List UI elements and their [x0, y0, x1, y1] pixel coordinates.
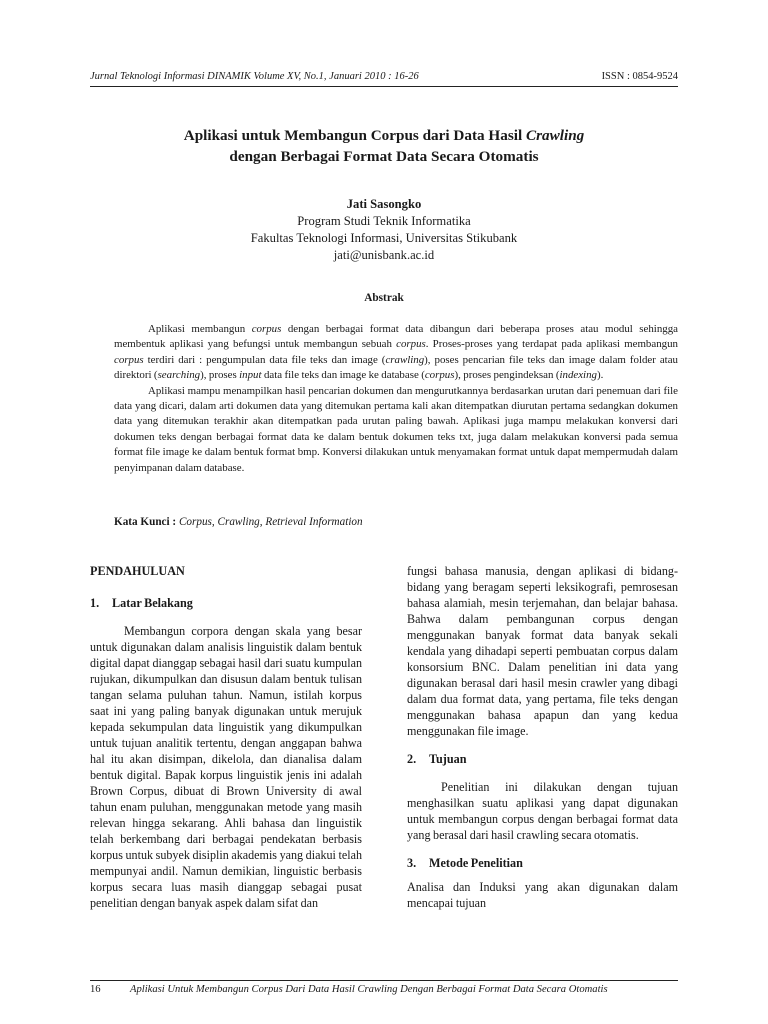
author-name: Jati Sasongko: [346, 197, 422, 211]
keywords: [114, 515, 678, 530]
title-italic-term: Crawling: [525, 127, 585, 144]
author-block: [90, 196, 678, 264]
title-line-1: Aplikasi untuk Membangun Corpus dari Data Hasil Crawling: [183, 127, 585, 144]
page-number: 16: [90, 984, 101, 995]
author-email: jati@unisbank.ac.id: [333, 248, 435, 262]
abstract-heading: Abstrak: [364, 292, 404, 304]
subsection-heading-3: 3. Metode Penelitian: [407, 856, 523, 870]
header-rule: [90, 86, 678, 87]
running-header: [90, 70, 678, 84]
paragraph-metode: Analisa dan Induksi yang akan digunakan dalam mencapai tujuan: [407, 880, 678, 910]
paragraph-latar-belakang: Membangun corpora dengan skala yang besar untuk digunakan dalam analisis linguistik dalam bentuk digital dapat dianggap sebagai hasil dari suatu kumpulan rujukan, dikumpulkan dan disusun dalam bentuk tulisan tangan selama puluhan tahun. Namun, istilah korpus saat ini yang paling banyak digunakan untuk merujuk kepada sekumpulan data linguistik yang dikumpulkan untuk tujuan analitik tertentu, dengan anggapan bahwa hal itu akan disimpan, dikelola, dan dianalisa dalam bentuk digital. Bapak korpus linguistik jenis ini adalah Brown Corpus, dibuat di Brown University di awal tahun enam puluhan, menggunakan metode yang masih relevan hingga sekarang. Ahli bahasa dan linguistik telah berkembang dari berbagai pendekatan berbasis korpus untuk subyek disiplin akademis yang diakui telah mempunyai andil. Namun demikian, linguistic berbasis korpus secara luas masih dianggap sebagai pusat penelitian dengan banyak aspek dalam sifat dan: [90, 624, 362, 910]
paper-title: [90, 125, 678, 167]
paragraph-tujuan: Penelitian ini dilakukan dengan tujuan menghasilkan suatu aplikasi yang dapat digunakan untuk membangun corpus dengan berbagai format data yang berasal dari hasil crawling secara otomatis.: [407, 780, 678, 842]
affiliation-program: Program Studi Teknik Informatika: [297, 214, 471, 228]
journal-citation: Jurnal Teknologi Informasi DINAMIK Volume XV, No.1, Januari 2010 : 16-26: [90, 71, 419, 82]
abstract-paragraph-1: Aplikasi membangun corpus dengan berbagai format data dibangun dari beberapa proses atau modul sehingga membentuk aplikasi yang befungsi untuk membangun sebuah corpus. Proses-proses yang terdapat pada aplikasi membangun corpus terdiri dari : pengumpulan data file teks dan image (crawling), poses pencarian file teks dan image dalam folder atau direktori (searching), proses input data file teks dan image ke database (corpus), proses pengindeksan (indexing).: [114, 323, 678, 382]
title-line-2: dengan Berbagai Format Data Secara Otomatis: [229, 148, 539, 165]
section-heading: PENDAHULUAN: [90, 564, 185, 578]
left-column: [90, 563, 362, 911]
subsection-heading-1: 1. Latar Belakang: [90, 596, 193, 610]
issn: ISSN : 0854-9524: [601, 71, 678, 82]
abstract-paragraph-2: Aplikasi mampu menampilkan hasil pencarian dokumen dan mengurutkannya berdasarkan urutan dari penemuan dari file data yang dicari, dalam arti dokumen data yang ditemukan pertama kali akan ditempatkan diurutan pertama sedangkan dokumen data yang ditemukan terakhir akan ditempatkan pada urutan paling bawah. Aplikasi juga mampu melakukan konversi dari dokumen teks dengan berbagai format data ke dalam bentuk dokumen teks txt, juga dalam melakukan konversi pada semua format file image ke dalam bentuk format bmp. Konversi dilakukan untuk menyamakan format untuk dapat mempermudah dalam penyimpanan dalam database.: [114, 384, 678, 474]
footer-title: Aplikasi Untuk Membangun Corpus Dari Data Hasil Crawling Dengan Berbagai Format Data Secara Otomatis: [130, 984, 608, 995]
affiliation-faculty: Fakultas Teknologi Informasi, Universitas Stikubank: [250, 231, 518, 245]
abstract-body: [114, 322, 678, 476]
subsection-heading-2: 2. Tujuan: [407, 752, 467, 766]
right-column: [407, 563, 678, 911]
paragraph-latar-belakang-cont: fungsi bahasa manusia, dengan aplikasi di bidang-bidang yang beragam seperti leksikografi, pemrosesan bahasa alamiah, mesin terjemahan, dan belajar bahasa. Bahwa dalam pembangunan corpus dengan menggunakan banyak format data banyak sekali kendala yang dihadapi seperti pembuatan corpus dalam konsorsium BNC. Dalam penelitian ini data yang digunakan berasal dari hasil mesin crawler yang dibagi dalam dua format data, yang pertama, file teks dengan menggunakan bahasa apapun dan yang kedua menggunakan file image.: [407, 564, 678, 738]
keywords-value: Corpus, Crawling, Retrieval Information: [178, 516, 363, 528]
footer-rule: [90, 980, 678, 981]
keywords-label: Kata Kunci :: [114, 516, 177, 528]
